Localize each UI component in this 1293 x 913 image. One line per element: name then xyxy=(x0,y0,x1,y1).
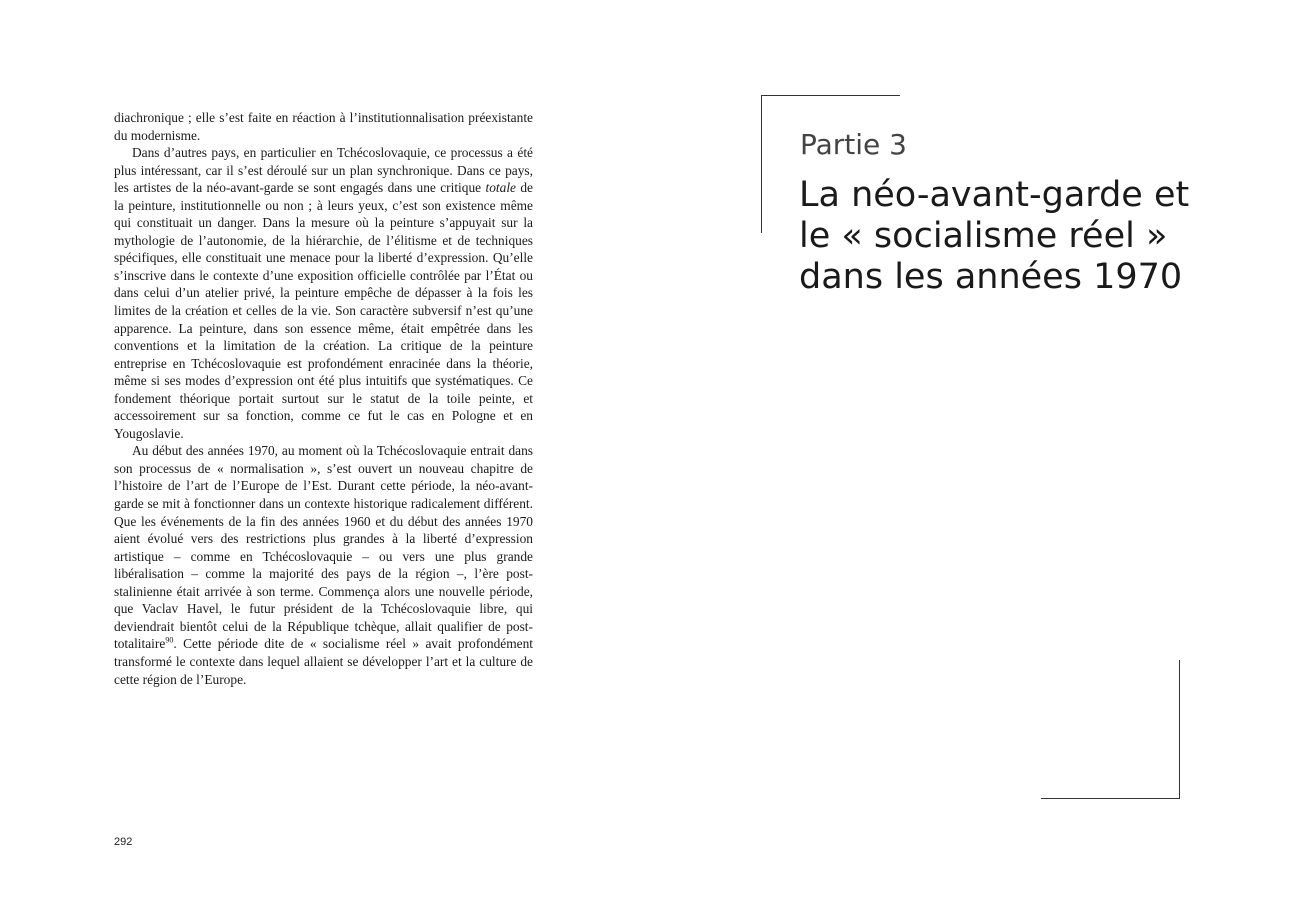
frame-top-vertical-rule xyxy=(761,95,762,233)
paragraph-2-text-end: de la peinture, institutionnelle ou non ; à leurs yeux, c’est son existence même qui constituait un danger. Dans la mesure où la peinture s’appuyait sur la mythologie de l’autonomie, de la hiérarchie, de l’élitisme et de techniques spécifiques, elle constituait une menace pour la liberté d’expression. Qu’elle s’inscrive dans le contexte d’une exposition officielle contrôlée par l’État ou dans celui d’un atelier privé, la peinture empêche de dépasser à la fois les limites de la création et celles de la vie. Son caractère subversif n’est qu’une apparence. La peinture, dans son essence même, était empêtrée dans les conventions et la limitation de la création. La critique de la peinture entreprise en Tchécoslovaquie est profondément enracinée dans la théorie, même si ses modes d’expression ont été plus intuitifs que systématiques. Ce fondement théorique portait surtout sur le statut de la toile peinte, et accessoirement sur sa fonction, comme ce fut le cas en Pologne et en Yougoslavie. xyxy=(114,180,533,441)
right-page xyxy=(646,0,1293,913)
part-title-line-3: dans les années 1970 xyxy=(799,257,1183,297)
page-number: 292 xyxy=(114,836,133,848)
paragraph-3 xyxy=(114,442,533,688)
part-title-line-1: La néo-avant-garde et xyxy=(799,175,1190,215)
body-text xyxy=(114,109,533,688)
paragraph-2 xyxy=(114,144,533,442)
frame-top-horizontal-rule xyxy=(761,95,900,96)
frame-bottom-vertical-rule xyxy=(1179,660,1180,799)
emphasis-totale: totale xyxy=(485,180,516,196)
paragraph-3-text-end: . Cette période dite de « socialisme réel » avait profondément transformé le contexte dans lequel allaient se développer l’art et la culture de cette région de l’Europe. xyxy=(114,636,533,687)
footnote-ref-90[interactable]: 90 xyxy=(165,635,174,645)
left-page xyxy=(0,0,646,913)
part-title xyxy=(799,175,1219,298)
paragraph-1: diachronique ; elle s’est faite en réaction à l’institutionnalisation préexistante du modernisme. xyxy=(114,110,533,143)
part-label: Partie 3 xyxy=(800,128,907,161)
paragraph-3-text-start: Au début des années 1970, au moment où la Tchécoslovaquie entrait dans son processus de « normalisation », s’est ouvert un nouveau chapitre de l’histoire de l’art de l’Europe de l’Est. Durant cette période, la néo-avant-garde se mit à fonctionner dans un contexte historique radicalement différent. Que les événements de la fin des années 1960 et du début des années 1970 aient évolué vers des restrictions plus grandes à la liberté d’expression artistique – comme en Tchécoslovaquie – ou vers une plus grande libéralisation – comme la majorité des pays de la région –, l’ère post-stalinienne était arrivée à son terme. Commença alors une nouvelle période, que Vaclav Havel, le futur président de la Tchécoslovaquie libre, qui deviendrait bientôt celui de la République tchèque, allait qualifier de post-totalitaire xyxy=(114,443,533,652)
frame-bottom-horizontal-rule xyxy=(1041,798,1180,799)
paragraph-2-text-start: Dans d’autres pays, en particulier en Tchécoslovaquie, ce processus a été plus intéressant, car il s’est déroulé sur un plan synchronique. Dans ce pays, les artistes de la néo-avant-garde se sont engagés dans une critique xyxy=(114,145,533,196)
part-title-line-2: le « socialisme réel » xyxy=(799,216,1168,256)
